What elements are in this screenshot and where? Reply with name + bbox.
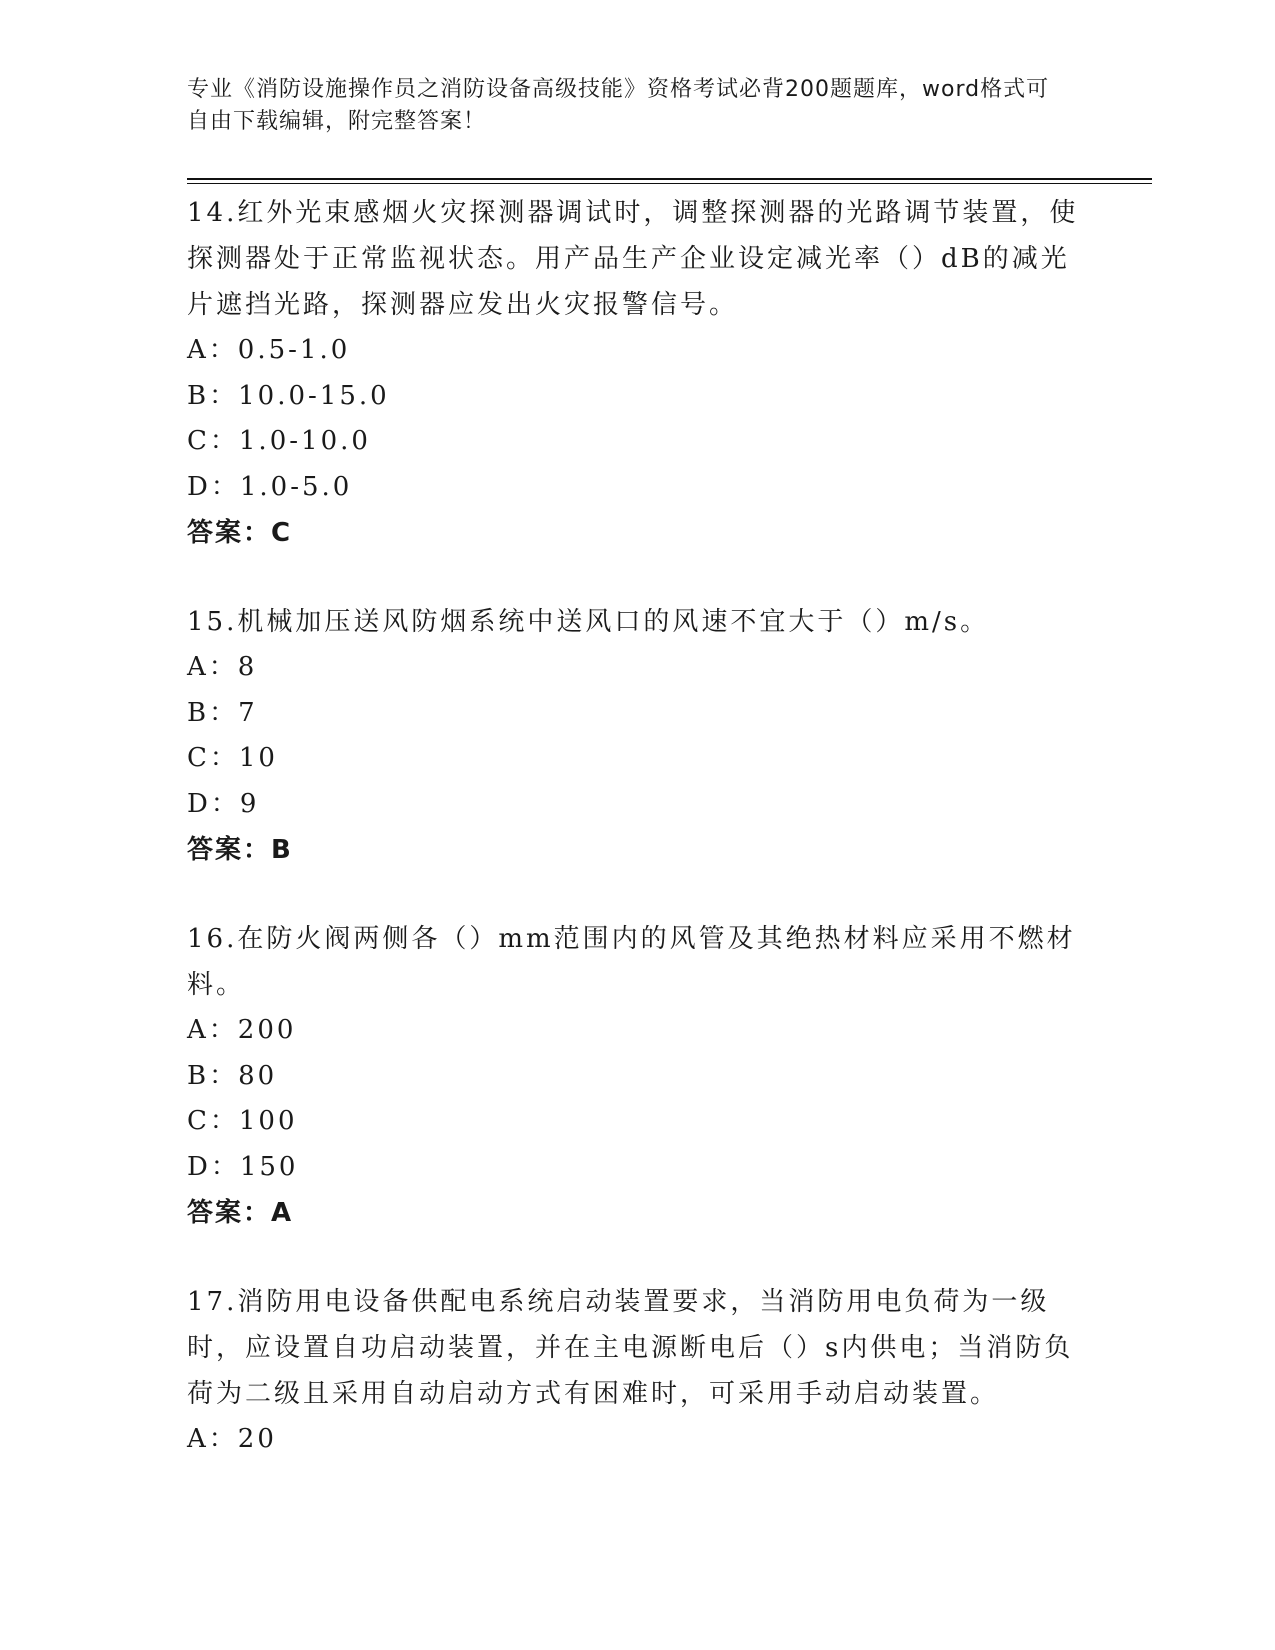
option-a: A：8 [187, 652, 258, 682]
question-stem: 17.消防用电设备供配电系统启动装置要求，当消防用电负荷为一级时，应设置自功启动装置，并在主电源断电后（）s内供电；当消防负荷为二级且采用自动启动方式有困难时，可采用手动启动装置。 [187, 1287, 1074, 1409]
question-stem: 14.红外光束感烟火灾探测器调试时，调整探测器的光路调节装置，使探测器处于正常监视状态。用产品生产企业设定减光率（）dB的减光片遮挡光路，探测器应发出火灾报警信号。 [187, 198, 1079, 320]
document-header: 专业《消防设施操作员之消防设备高级技能》资格考试必背200题题库，word格式可自由下载编辑，附完整答案！ [187, 77, 1050, 134]
question-16 [187, 916, 1087, 1236]
option-a: A：20 [187, 1424, 277, 1454]
option-d: D：9 [187, 788, 260, 819]
question-17 [187, 1279, 1087, 1463]
answer-line: 答案：B [187, 835, 293, 865]
header-divider-thick [187, 178, 1152, 180]
answer-line: 答案：A [187, 1198, 294, 1228]
option-b: B：7 [187, 697, 258, 728]
option-d: D：150 [187, 1151, 299, 1182]
question-15 [187, 599, 1087, 873]
question-14 [187, 190, 1087, 556]
option-c: C：1.0-10.0 [187, 426, 371, 456]
option-c: C：10 [187, 743, 278, 773]
option-a: A：200 [187, 1015, 297, 1045]
answer-line: 答案：C [187, 518, 293, 548]
option-b: B：10.0-15.0 [187, 380, 390, 411]
question-stem: 15.机械加压送风防烟系统中送风口的风速不宜大于（）m/s。 [187, 607, 990, 637]
option-d: D：1.0-5.0 [187, 471, 353, 502]
option-b: B：80 [187, 1060, 278, 1091]
question-stem: 16.在防火阀两侧各（）mm范围内的风管及其绝热材料应采用不燃材料。 [187, 924, 1076, 1000]
header-divider-thin [187, 183, 1152, 184]
option-c: C：100 [187, 1106, 298, 1136]
option-a: A：0.5-1.0 [187, 335, 351, 365]
question-list [187, 190, 1087, 1506]
